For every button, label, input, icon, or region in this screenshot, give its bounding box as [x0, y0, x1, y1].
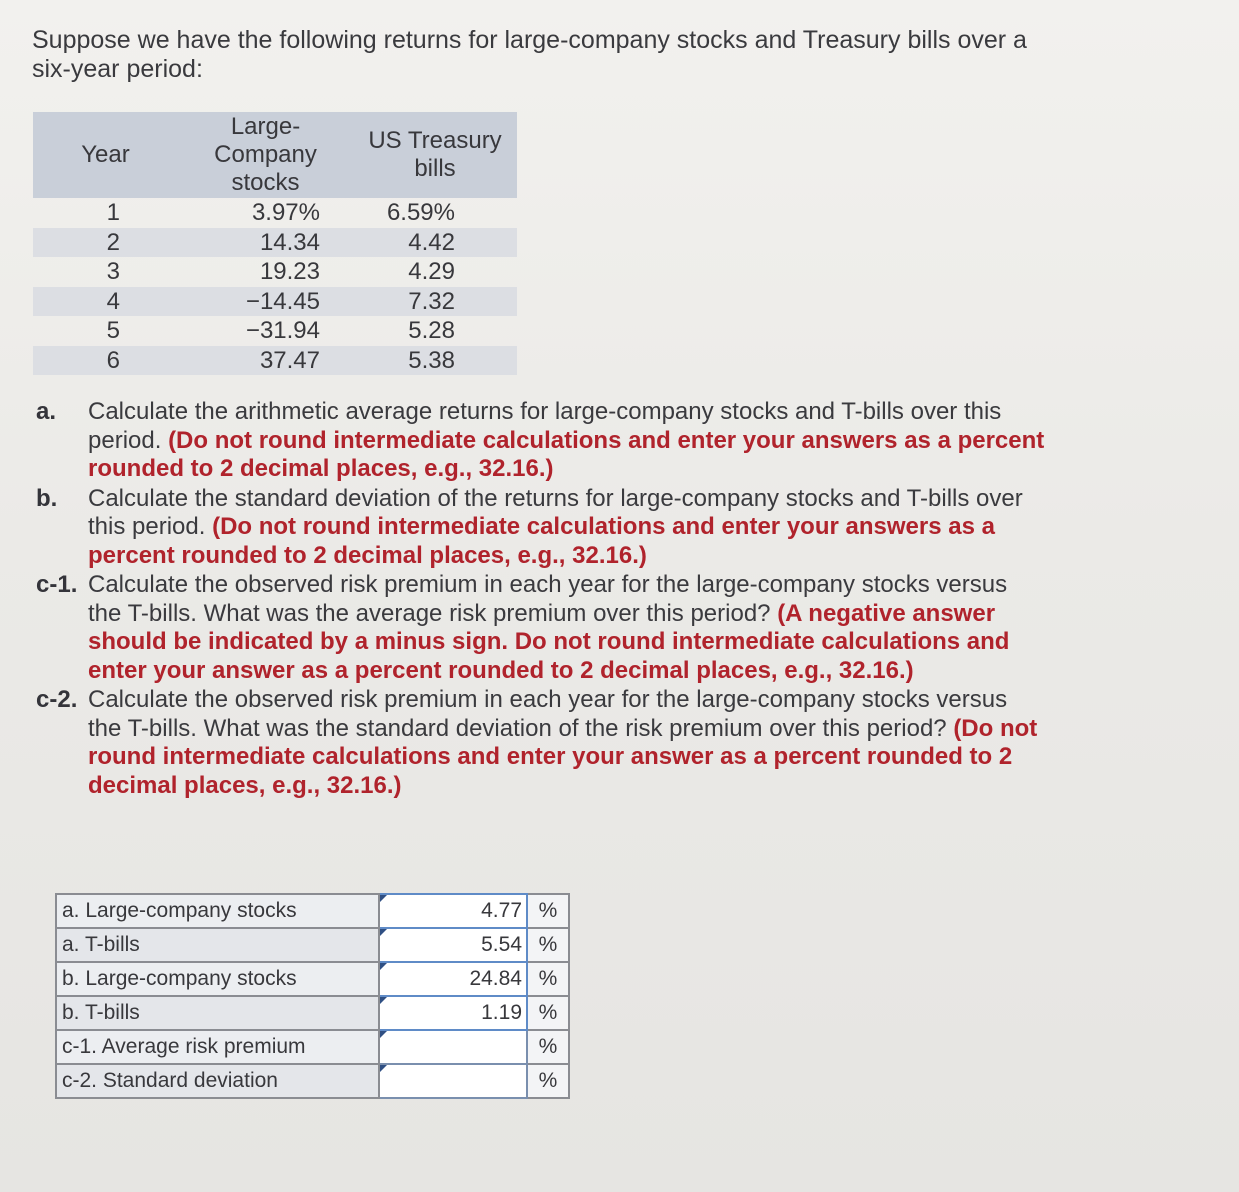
question-c1 — [36, 571, 1046, 685]
table-row — [33, 228, 517, 258]
percent-unit: % — [527, 894, 569, 928]
answer-input-cell — [379, 928, 527, 962]
question-c2 — [36, 686, 1046, 800]
question-text: Calculate the observed risk premium in each year for the large-company stocks versus the T-bills. What was the standard deviation of the risk premium over this period? — [88, 686, 1008, 742]
question-a — [36, 398, 1046, 484]
stocks-return-cell: 14.34 — [178, 228, 353, 258]
question-text: Calculate the observed risk premium in each year for the large-company stocks versus the T-bills. What was the average risk premium over this period? — [88, 571, 1008, 627]
question-label: c-1. — [36, 571, 78, 598]
table-row — [33, 316, 517, 346]
header-year: Year — [33, 112, 178, 198]
percent-unit: % — [527, 928, 569, 962]
answer-row — [56, 1064, 569, 1098]
tbills-return-cell: 5.28 — [408, 317, 455, 344]
question-body — [88, 485, 1046, 571]
header-us-treasury-bills — [353, 112, 517, 198]
answer-row — [56, 1030, 569, 1064]
percent-unit: % — [527, 996, 569, 1030]
table-row — [33, 346, 517, 376]
table-row — [33, 287, 517, 317]
returns-table — [33, 112, 517, 375]
question-body — [88, 686, 1046, 800]
question-text: Calculate the standard deviation of the returns for large-company stocks and T-bills over this period. — [88, 484, 1023, 540]
questions — [36, 398, 1046, 801]
answer-input-b-stocks[interactable] — [380, 967, 522, 991]
question-text: Calculate the arithmetic average returns for large-company stocks and T-bills over this period. — [88, 398, 1002, 454]
answer-input-a-stocks[interactable] — [380, 899, 522, 923]
year-cell: 3 — [106, 258, 120, 285]
answer-input-cell — [379, 1030, 527, 1064]
header-stocks-line-2: Company — [214, 141, 317, 168]
question-note: (Do not round intermediate calculations and enter your answers as a percent rounded to 2 decimal places, e.g., 32.16.) — [88, 513, 995, 569]
header-stocks-line-1: Large- — [230, 113, 301, 140]
answer-input-cell — [379, 996, 527, 1030]
table-row — [33, 198, 517, 228]
stocks-return-cell: 19.23 — [259, 258, 320, 285]
answer-input-c2-standard-deviation[interactable] — [380, 1069, 522, 1093]
answer-input-cell — [379, 962, 527, 996]
answer-input-c1-average-risk-premium[interactable] — [380, 1035, 522, 1059]
intro-text: Suppose we have the following returns for large-company stocks and Treasury bills over a six-year period: — [32, 26, 1027, 83]
question-body — [88, 571, 1046, 685]
answer-input-b-tbills[interactable] — [380, 1001, 522, 1025]
question-note: (A negative answer should be indicated by a minus sign. Do not round intermediate calculations and enter your answer as a percent rounded to 2 decimal places, e.g., 32.16.) — [88, 599, 1010, 684]
answer-row — [56, 894, 569, 928]
answer-table — [55, 893, 570, 1099]
year-cell: 2 — [33, 228, 178, 258]
question-note: (Do not round intermediate calculations and enter your answer as a percent rounded to 2 decimal places, e.g., 32.16.) — [88, 714, 1038, 799]
percent-unit: % — [527, 1064, 569, 1098]
question-label: a. — [36, 398, 57, 425]
tbills-return-cell: 4.42 — [353, 228, 517, 258]
table-row — [33, 257, 517, 287]
answer-input-cell — [379, 1064, 527, 1098]
question-label: c-2. — [36, 686, 78, 713]
stocks-return-cell: 3.97% — [251, 199, 320, 226]
returns-table-header — [33, 112, 517, 198]
tbills-return-cell: 5.38 — [353, 346, 517, 376]
year-cell: 4 — [33, 287, 178, 317]
header-tbills-line-2: bills — [414, 155, 456, 182]
header-large-company-stocks — [178, 112, 353, 198]
percent-unit: % — [527, 962, 569, 996]
answer-input-cell — [379, 894, 527, 928]
stocks-return-cell: −14.45 — [178, 287, 353, 317]
question-b — [36, 485, 1046, 571]
answer-label: a. T-bills — [56, 928, 379, 962]
answer-label: b. Large-company stocks — [56, 962, 379, 996]
year-cell: 6 — [33, 346, 178, 376]
header-tbills-line-1: US Treasury — [368, 127, 502, 154]
question-label: b. — [36, 484, 58, 512]
question-note: (Do not round intermediate calculations and enter your answers as a percent rounded to 2 decimal places, e.g., 32.16.) — [88, 426, 1045, 482]
percent-unit: % — [527, 1030, 569, 1064]
answer-label: c-2. Standard deviation — [56, 1064, 379, 1098]
answer-label: a. Large-company stocks — [56, 894, 379, 928]
tbills-return-cell: 7.32 — [353, 287, 517, 317]
answer-input-a-tbills[interactable] — [380, 933, 522, 957]
year-cell: 5 — [106, 317, 120, 344]
stocks-return-cell: 37.47 — [178, 346, 353, 376]
answer-row — [56, 962, 569, 996]
year-cell: 1 — [106, 199, 120, 226]
answer-row — [56, 996, 569, 1030]
stocks-return-cell: −31.94 — [245, 317, 320, 344]
question-body — [88, 398, 1046, 484]
answer-row — [56, 928, 569, 962]
answer-label: c-1. Average risk premium — [56, 1030, 379, 1064]
header-stocks-line-3: stocks — [231, 169, 300, 196]
tbills-return-cell: 6.59% — [386, 199, 455, 226]
answer-label: b. T-bills — [56, 996, 379, 1030]
tbills-return-cell: 4.29 — [408, 258, 455, 285]
